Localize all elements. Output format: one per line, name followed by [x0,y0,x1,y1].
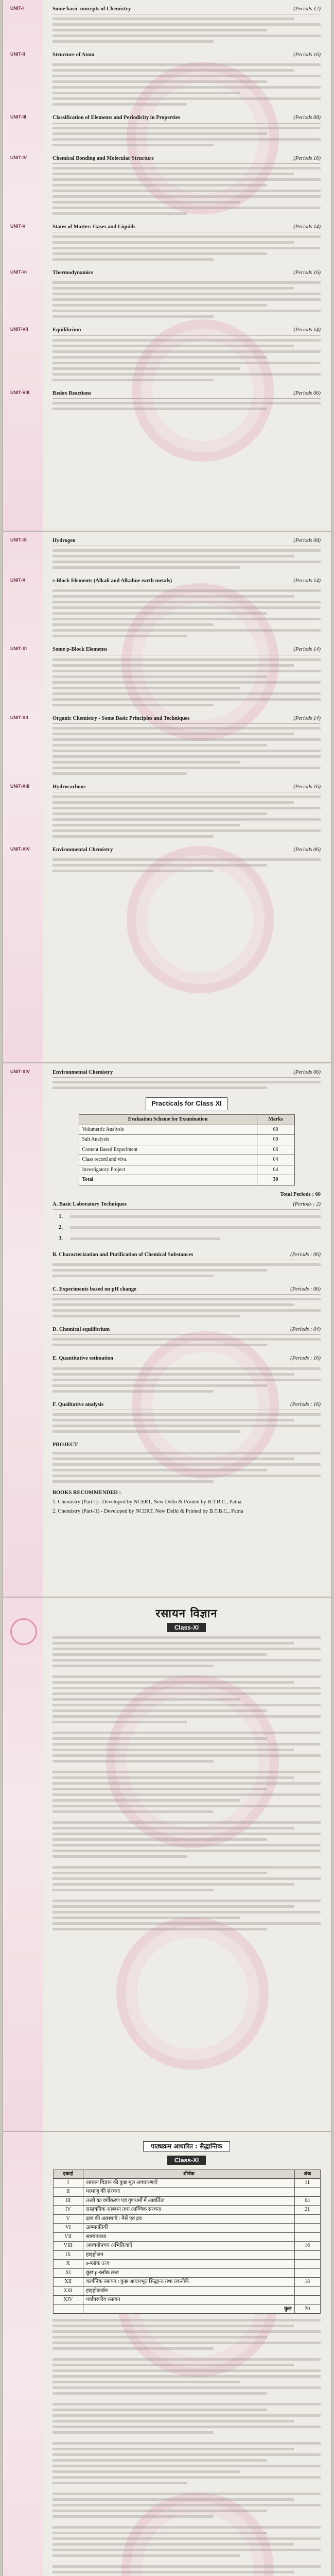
unit-period: (Periods 08) [293,115,321,121]
table-row: III तत्त्वों का वर्गीकरण एवं गुणधर्मों में आवर्तिता 04 [53,2196,320,2206]
unit-title: Environmental Chemistry [52,847,113,853]
unit-tag: UNIT-IV [10,155,27,160]
syllabus-page-1 [3,0,331,532]
document-page [3,0,331,2576]
page-2-content [3,532,331,886]
unit-title: Structure of Atom [52,52,95,58]
unit-title: States of Matter: Gases and Liquids [52,224,136,230]
unit-title: Some p-Block Elements [52,647,108,653]
unit-period: (Periods 14) [293,578,321,584]
unit-tag: UNIT-I [10,6,24,11]
evaluation-table [79,1114,295,1185]
unit-block [10,114,321,146]
unit-period: (Periods 06) [293,1070,321,1075]
unit-tag: UNIT-VII [10,327,28,332]
table-total-row: Total 30 [79,1175,294,1185]
unit-tag: UNIT-VI [10,269,27,275]
unit-tag: UNIT-VIII [10,389,30,395]
table-row: IV रासायनिक आबंधन तथा आण्विक संरचना 21 [53,2206,320,2215]
unit-block [10,715,321,775]
book-item: 2. Chemistry (Part-II) - Developed by NCERT, New Delhi & Printed by B.T.B.C., Patna [52,1509,243,1515]
unit-tag: UNIT-XIV [10,1069,30,1074]
unit-period: (Periods 14) [293,224,321,230]
class-label: Class-XI [52,2156,321,2165]
subject-title: रसायन विज्ञान [155,1607,218,1620]
unit-period: (Periods 08) [293,538,321,544]
practical-section: D. Chemical equilibrium (Periods : 04) [52,1326,321,1346]
class-label: Class-XI [52,1623,321,1632]
unit-block [10,51,321,106]
unit-title: Hydrocarbons [52,784,86,790]
table-row: Class record and viva 04 [79,1155,294,1165]
practical-section: B. Characterization and Purification of Chemical Substances (Periods : 06) [52,1251,321,1277]
hindi-syllabus-page-1 [3,1598,331,2132]
unit-title: Some basic concepts of Chemistry [52,6,131,12]
unit-title: Equilibrium [52,327,81,333]
unit-block [10,223,321,261]
book-item: 1. Chemistry (Part-I) - Developed by NCERT, New Delhi & Printed by B.T.B.C., Patna [52,1499,242,1505]
unit-title: Chemical Bonding and Molecular Structure [52,155,154,161]
unit-tag: UNIT-XII [10,715,28,720]
table-row: VIII अपचयोपचय अभिक्रियाएँ 16 [53,2242,320,2251]
unit-period: (Periods 06) [293,847,321,853]
unit-period: (Periods 16) [293,52,321,58]
practical-section: F. Qualitative analysis (Periods : 16) [52,1401,321,1433]
unit-tag: UNIT-XI [10,646,27,652]
unit-tag: UNIT-IX [10,537,27,543]
course-subtitle: पाठ्यक्रम आधारित : सैद्धान्तिक [52,2142,321,2151]
unit-title: Thermodynamics [52,270,93,276]
unit-block [10,846,321,872]
unit-title: Classification of Elements and Periodicity in Properties [52,115,180,121]
unit-title: Organic Chemistry - Some Basic Principles and Techniques [52,715,190,721]
books-recommended: BOOKS RECOMMENDED : 1. Chemistry (Part-I) - Developed by NCERT, New Delhi & Printed by B.T.B.C., Patna 2. Chemistry (Part-II) - Developed by NCERT, New Delhi & Printed by B.T.B.C., Patna [52,1489,321,1516]
unit-period: (Periods 16) [293,155,321,161]
page-3-content [3,1063,331,1522]
unit-period: (Periods 14) [293,647,321,653]
table-row: VI ऊष्मागतिकी [53,2224,320,2233]
unit-tag: UNIT-X [10,578,26,583]
unit-block [10,326,321,381]
table-header: Marks [257,1115,294,1125]
practical-section: C. Experiments based on pH change (Periods : 06) [52,1285,321,1317]
unit-title: Hydrogen [52,538,76,544]
unit-tag: UNIT-XIII [10,783,30,789]
unit-period: (Periods 16) [293,784,321,790]
unit-tag: UNIT-III [10,114,26,120]
practical-title: Practicals for Class XI [52,1097,321,1110]
table-row: X s-ब्लॉक तत्त्व [53,2260,320,2269]
page-1-content [3,0,331,423]
table-header: अंक [294,2170,320,2178]
unit-block [10,783,321,838]
table-header: शीर्षक [83,2170,295,2178]
syllabus-page-3 [3,1063,331,1598]
table-row: I रसायन विज्ञान की कुछ मूल अवधारणाएँ 11 [53,2178,320,2188]
unit-period: (Periods 16) [293,270,321,276]
table-row: Content Based Experiment 06 [79,1145,294,1155]
table-total-row: कुल 70 [53,2304,320,2314]
page-5-content [3,2132,331,2576]
total-periods: Total Periods : 60 [280,1191,321,1197]
unit-block [10,5,321,43]
page-4-content [3,1598,331,1944]
unit-period: (Periods 06) [293,390,321,396]
table-row: Volumetric Analysis 08 [79,1125,294,1135]
unit-block [10,537,321,569]
project-heading: PROJECT [52,1442,78,1448]
table-row: IX हाइड्रोजन [53,2250,320,2260]
table-row: XII कार्बनिक रसायन : कुछ आधारभूत सिद्धान्त तथा तकनीकें 18 [53,2278,320,2287]
unit-period: (Periods 14) [293,715,321,721]
syllabus-page-2 [3,532,331,1063]
practical-section: E. Quantitative estimation (Periods : 16) [52,1354,321,1392]
unit-period: (Periods 12) [293,6,321,12]
unit-title: Redox Reactions [52,390,91,396]
unit-period: (Periods 14) [293,327,321,333]
table-header: इकाई [53,2170,83,2178]
unit-block [10,646,321,706]
unit-tag: UNIT-V [10,223,26,229]
unit-tag: UNIT-XIV [10,846,30,852]
unit-tag: UNIT-II [10,52,25,57]
unit-block [10,1069,321,1089]
unit-block [10,577,321,637]
unit-block [10,389,321,410]
unit-title: s-Block Elements (Alkali and Alkaline earth metals) [52,578,172,584]
table-row: XIV पर्यावरणीय रसायन [53,2296,320,2305]
table-row: Salt Analysis 08 [79,1135,294,1145]
hindi-syllabus-page-2 [3,2132,331,2576]
unit-title: Environmental Chemistry [52,1070,113,1075]
table-row: V द्रव्य की अवस्थाएँ : गैसें एवं द्रव [53,2214,320,2224]
table-row: VII साम्यावस्था [53,2232,320,2242]
unit-block [10,269,321,318]
unit-block [10,155,321,215]
marks-table [53,2170,321,2314]
table-row: II परमाणु की संरचना [53,2188,320,2197]
table-header: Evaluation Scheme for Examination [79,1115,257,1125]
table-row: XI कुछ p-ब्लॉक तत्त्व [53,2268,320,2278]
practical-section: A. Basic Laboratory Techniques (Periods : 2) 1. 2. 3. [52,1201,321,1242]
table-row: Investigatory Project 04 [79,1165,294,1175]
table-row: XIII हाइड्रोकार्बन [53,2286,320,2296]
